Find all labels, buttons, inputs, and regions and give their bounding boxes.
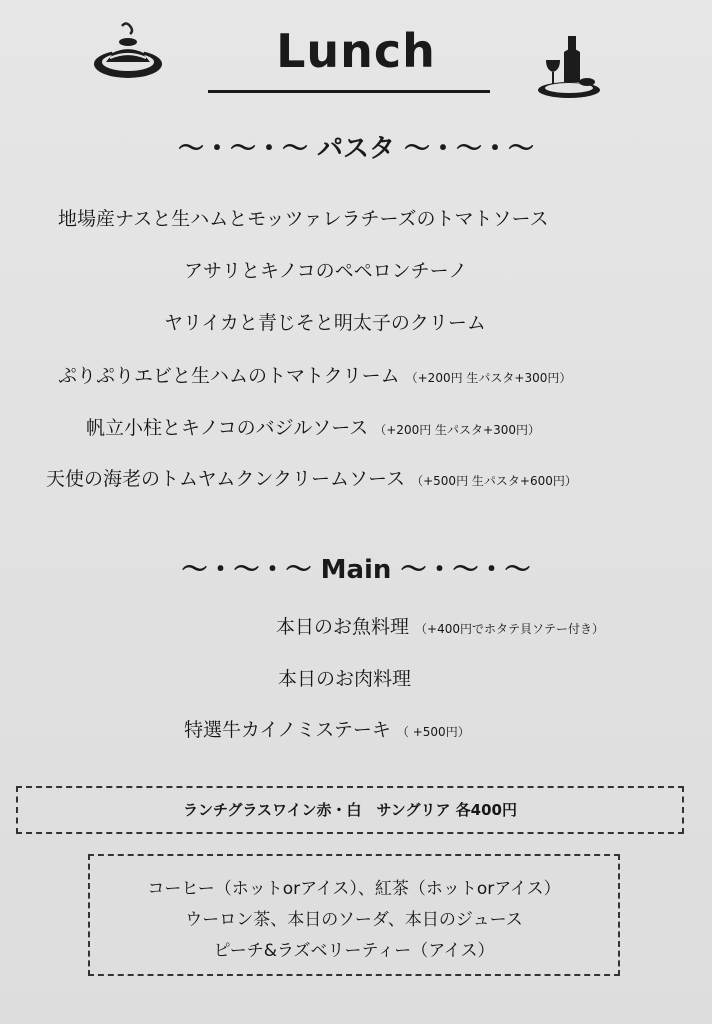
item-name: 特選牛カイノミステーキ [184,719,391,741]
pasta-heading: ～・～・～ パスタ ～・～・～ [177,134,535,164]
drinks-line: ピーチ&ラズベリーティー（アイス） [213,941,495,961]
drinks-box [88,854,620,976]
item-price-note: （+200円 生パスタ+300円） [405,371,572,385]
menu-item [58,361,571,388]
drinks-line: ウーロン茶、本日のソーダ、本日のジュース [185,910,523,930]
menu-item [184,715,470,742]
item-name: ヤリイカと青じそと明太子のクリーム [164,312,486,334]
item-name: 本日のお魚料理 [276,616,410,638]
wine-box [16,786,684,834]
title-underline [208,90,490,93]
item-name: 天使の海老のトムヤムクンクリームソース [46,468,406,490]
item-price-note: （+200円 生パスタ+300円） [374,423,540,437]
page-title: Lunch [276,24,436,78]
item-price-note: （+500円 生パスタ+600円） [411,474,577,488]
item-name: 地場産ナスと生ハムとモッツァレラチーズのトマトソース [58,208,549,230]
drinks-line: コーヒー（ホットorアイス）、紅茶（ホットorアイス） [147,879,561,899]
menu-item [278,664,411,691]
menu-item [46,464,577,491]
menu-item [86,413,540,440]
wine-box-text: ランチグラスワイン赤・白 サングリア 各400円 [183,801,517,819]
item-name: 帆立小柱とキノコのバジルソース [86,417,369,439]
menu-item [184,256,467,283]
item-name: アサリとキノコのペペロンチーノ [184,260,468,282]
item-price-note: （+400円でホタテ貝ソテー付き） [415,622,604,636]
item-name: ぷりぷりエビと生ハムのトマトクリーム [58,365,400,387]
item-name: 本日のお肉料理 [278,668,412,690]
menu-item [164,308,486,335]
menu-item [58,204,549,231]
main-heading: ～・～・～ Main ～・～・～ [181,555,531,585]
item-price-note: （ +500円） [396,725,470,739]
menu-item [276,612,604,639]
